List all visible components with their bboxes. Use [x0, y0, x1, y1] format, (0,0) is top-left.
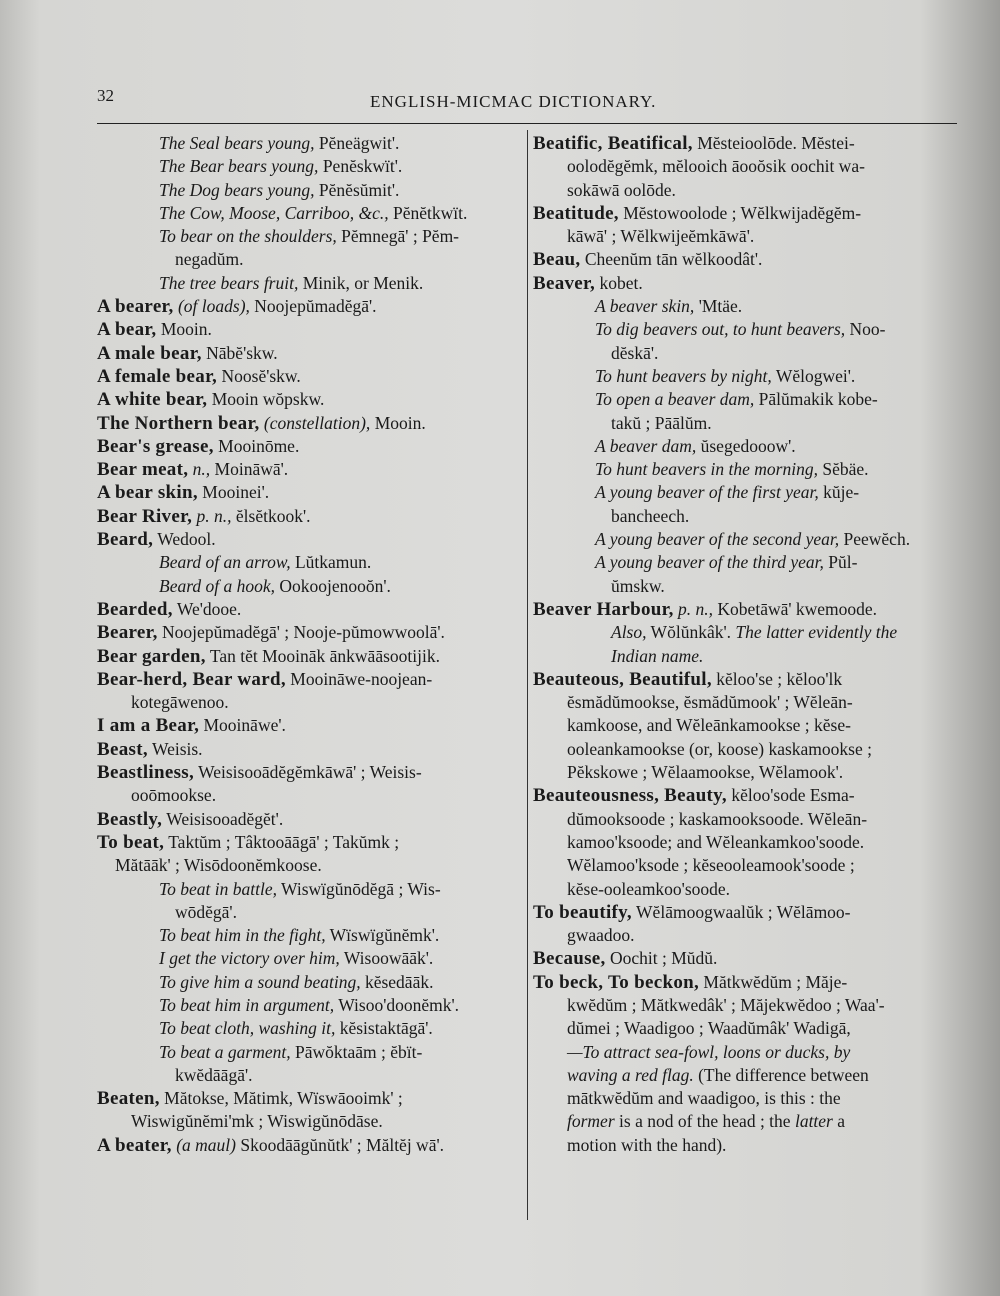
entry-line [533, 551, 965, 574]
italic-gloss: (constellation), [259, 412, 371, 433]
italic-gloss: To open a beaver dam, [595, 389, 755, 410]
micmac-text: Mătāāk' ; Wisōdoonĕmkoose. [115, 855, 322, 876]
micmac-text: Weisisooādĕgĕmkāwā' ; Weisis- [194, 762, 422, 783]
headword: Beastly, [97, 808, 163, 830]
micmac-text: a [832, 1111, 846, 1132]
micmac-text: motion with the hand). [567, 1134, 727, 1155]
entry-line [97, 481, 517, 504]
header-rule [97, 123, 957, 124]
entry-line [533, 598, 965, 621]
italic-gloss: To hunt beavers by night, [595, 365, 772, 386]
micmac-text: Mĕstowoolode ; Wĕlkwijadĕgĕm- [618, 202, 862, 223]
italic-gloss: Beard of an arrow, [159, 552, 291, 573]
italic-gloss: p. n., [673, 598, 714, 619]
micmac-text: kamkoose, and Wĕleānkamookse ; kĕse- [567, 715, 851, 736]
micmac-text: Wiswigŭnĕmi'mk ; Wiswigŭnōdāse. [131, 1111, 383, 1132]
micmac-text: Lŭtkamun. [290, 552, 372, 573]
entry-line [97, 202, 517, 225]
entry-line [533, 831, 965, 854]
micmac-text: Pŭl- [823, 552, 858, 573]
micmac-text: Peewĕch. [839, 529, 911, 550]
micmac-text: We'dooe. [172, 598, 242, 619]
entry-line [97, 155, 517, 178]
entry-line [97, 505, 517, 528]
entry-line [533, 761, 965, 784]
italic-gloss: (a maul) [171, 1134, 236, 1155]
entry-line [97, 878, 517, 901]
micmac-text: Sĕbäe. [817, 459, 869, 480]
entry-line [97, 761, 517, 784]
headword: Beauteous, Beautiful, [533, 668, 712, 690]
entry-line [97, 808, 517, 831]
italic-gloss: p. n., [192, 505, 232, 526]
entry-line [533, 528, 965, 551]
entry-line [97, 365, 517, 388]
micmac-text: kŭje- [818, 482, 860, 503]
micmac-text: Pāwŏktaām ; ĕbït- [290, 1041, 423, 1062]
headword: A bear, [97, 319, 157, 341]
entry-line [97, 1041, 517, 1064]
entry-line [97, 1110, 517, 1133]
headword: A bearer, [97, 296, 174, 318]
micmac-text: kāwā' ; Wĕlkwijeĕmkāwā'. [567, 226, 755, 247]
micmac-text: kamoo'ksoode; and Wĕleankamkoo'soode. [567, 831, 865, 852]
micmac-text: Pĕnĕsŭmit'. [314, 179, 400, 200]
micmac-text: dĕskā'. [611, 342, 659, 363]
headword: Bearded, [97, 598, 173, 620]
italic-gloss: The Seal bears young, [159, 133, 315, 153]
column-divider [527, 130, 528, 1220]
italic-gloss: The latter evidently the [730, 622, 898, 643]
micmac-text: Oochit ; Mŭdŭ. [605, 948, 718, 969]
entry-line [97, 994, 517, 1017]
micmac-text: Tan tĕt Mooināk ānkwāāsootijik. [205, 645, 440, 666]
entry-line [97, 831, 517, 854]
italic-gloss: To beat a garment, [159, 1041, 291, 1062]
italic-gloss: To beat cloth, washing it, [159, 1018, 336, 1039]
entry-line [533, 318, 965, 341]
entry-line [533, 1017, 965, 1040]
italic-gloss: Beard of a hook, [159, 575, 275, 596]
headword: To beck, To beckon, [533, 971, 700, 993]
italic-gloss: I get the victory over him, [159, 948, 340, 969]
italic-gloss: The Bear bears young, [159, 156, 319, 177]
entry-line [97, 738, 517, 761]
page-number: 32 [97, 86, 114, 105]
italic-gloss: —To attract sea-fowl, loons or ducks, by [567, 1041, 851, 1062]
entry-line [533, 248, 965, 271]
headword: The Northern bear, [97, 412, 260, 434]
micmac-text: Nābĕ'skw. [201, 342, 278, 363]
italic-gloss: To beat in battle, [159, 878, 277, 899]
entry-line [533, 878, 965, 901]
micmac-text: ĕsmădŭmookse, ĕsmădŭmook' ; Wĕleān- [567, 692, 853, 713]
micmac-text: oolodĕgĕmk, mĕlooich āooŏsik oochit wa- [567, 156, 865, 177]
micmac-text: Moināwā'. [210, 459, 289, 480]
italic-gloss: former [567, 1111, 615, 1132]
running-title: ENGLISH-MICMAC DICTIONARY. [370, 92, 657, 111]
micmac-text: Kobetāwā' kwemoode. [713, 598, 878, 619]
italic-gloss: To give him a sound beating, [159, 971, 361, 992]
entry-line [97, 248, 517, 271]
micmac-text: bancheech. [611, 505, 690, 526]
entry-line [97, 179, 517, 202]
micmac-text: sokāwā oolōde. [567, 179, 676, 200]
headword: A female bear, [97, 365, 218, 387]
italic-gloss: To hunt beavers in the morning, [595, 459, 818, 480]
entry-line [533, 225, 965, 248]
entry-line [533, 202, 965, 225]
italic-gloss: A young beaver of the first year, [595, 482, 819, 503]
entry-line [97, 901, 517, 924]
headword: Bear's grease, [97, 435, 214, 457]
headword: A bear skin, [97, 482, 198, 504]
headword: Beaver, [533, 272, 596, 294]
micmac-text: ŭmskw. [611, 575, 665, 596]
micmac-text: Wisoowāāk'. [339, 948, 434, 969]
headword: To beautify, [533, 901, 632, 923]
entry-line [97, 714, 517, 737]
micmac-text: Wiswïgŭnōdĕgā ; Wis- [276, 878, 441, 899]
micmac-text: Mooin. [156, 319, 212, 340]
micmac-text: Mooinōme. [213, 435, 300, 456]
entry-line [533, 668, 965, 691]
micmac-text: kwĕdŭm ; Mătkwedâk' ; Măjekwĕdoo ; Waa'- [567, 994, 885, 1015]
entry-line [97, 854, 517, 877]
micmac-text: (The difference between [693, 1064, 869, 1085]
micmac-text: Pĕnĕtkwït. [388, 202, 468, 223]
entry-line [97, 691, 517, 714]
headword: Bear-herd, Bear ward, [97, 668, 286, 690]
left-column [97, 132, 517, 1157]
micmac-text: Wĕlāmoogwaalŭk ; Wĕlāmoo- [631, 901, 851, 922]
entry-line [97, 342, 517, 365]
entry-line [97, 388, 517, 411]
entry-line [97, 1017, 517, 1040]
entry-line [97, 575, 517, 598]
entry-line [533, 971, 965, 994]
italic-gloss: A beaver dam, [595, 435, 697, 456]
entry-line [533, 854, 965, 877]
micmac-text: is a nod of the head ; the [614, 1111, 795, 1132]
italic-gloss: n., [188, 459, 211, 480]
entry-line [97, 295, 517, 318]
entry-line [533, 365, 965, 388]
headword: Beatitude, [533, 202, 619, 224]
entry-line [97, 528, 517, 551]
entry-line [97, 318, 517, 341]
entry-line [533, 412, 965, 435]
entry-line [97, 272, 517, 295]
italic-gloss: To dig beavers out, to hunt beavers, [595, 319, 846, 340]
entry-line [97, 924, 517, 947]
italic-gloss: Also, [611, 622, 647, 643]
entry-line [533, 924, 965, 947]
italic-gloss: The Dog bears young, [159, 179, 315, 200]
micmac-text: Pĕmnegā' ; Pĕm- [336, 226, 460, 247]
entry-line [97, 132, 517, 155]
entry-line [97, 645, 517, 668]
micmac-text: wōdĕgā'. [175, 901, 237, 922]
entry-line [533, 994, 965, 1017]
micmac-text: Pālŭmakik kobe- [754, 389, 878, 410]
entry-line [97, 1134, 517, 1157]
micmac-text: Noojepŭmadĕgā' ; Nooje-pŭmowwoolā'. [157, 622, 445, 643]
headword: Beast, [97, 738, 148, 760]
micmac-text: kobet. [595, 272, 643, 293]
micmac-text: kwĕdāāgā'. [175, 1064, 253, 1085]
micmac-text: ooōmookse. [131, 785, 217, 806]
entry-line [97, 225, 517, 248]
entry-line [533, 784, 965, 807]
micmac-text: Mătokse, Mătimk, Wïswāooimk' ; [159, 1088, 403, 1109]
headword: Beau, [533, 249, 581, 271]
entry-line [533, 645, 965, 668]
entry-line [533, 1087, 965, 1110]
italic-gloss: To bear on the shoulders, [159, 226, 337, 247]
micmac-text: Mĕsteioolōde. Mĕstei- [692, 133, 855, 153]
headword: Beard, [97, 529, 154, 551]
entry-line [533, 179, 965, 202]
micmac-text: Mooināwe'. [199, 715, 286, 736]
entry-line [533, 621, 965, 644]
headword: A male bear, [97, 342, 202, 364]
micmac-text: Wĕlamoo'ksode ; kĕseooleamook'soode ; [567, 855, 855, 876]
entry-line [97, 412, 517, 435]
micmac-text: 'Mtäe. [694, 296, 743, 317]
micmac-text: mātkwĕdŭm and waadigoo, is this : the [567, 1088, 841, 1109]
micmac-text: Mooin. [370, 412, 426, 433]
micmac-text: Penĕskwït'. [318, 156, 403, 177]
micmac-text: Wedool. [153, 529, 216, 550]
headword: Beauteousness, Beauty, [533, 785, 727, 807]
italic-gloss: (of loads), [173, 296, 250, 317]
micmac-text: Pĕneägwit'. [314, 133, 400, 153]
italic-gloss: To beat him in the fight, [159, 925, 326, 946]
micmac-text: ooleankamookse (or, koose) kaskamookse ; [567, 738, 872, 759]
headword: Beatific, Beatifical, [533, 133, 693, 154]
headword: A beater, [97, 1134, 172, 1156]
italic-gloss: waving a red flag. [567, 1064, 694, 1085]
micmac-text: dŭmooksoode ; kaskamooksoode. Wĕleān- [567, 808, 868, 829]
micmac-text: Wïswïgŭnĕmk'. [325, 925, 440, 946]
headword: Beaver Harbour, [533, 598, 674, 620]
headword: Beastliness, [97, 762, 195, 784]
headword: Bearer, [97, 622, 158, 644]
micmac-text: dŭmei ; Waadigoo ; Waadŭmâk' Wadigā, [567, 1018, 851, 1039]
entry-line [533, 691, 965, 714]
entry-line [533, 1110, 965, 1133]
micmac-text: Noo- [845, 319, 886, 340]
micmac-text: gwaadoo. [567, 925, 635, 946]
micmac-text: kĕsedāāk. [360, 971, 434, 992]
micmac-text: Skoodāāgŭnŭtk' ; Măltĕj wā'. [235, 1134, 444, 1155]
micmac-text: Taktŭm ; Tâktooāāgā' ; Takŭmk ; [164, 831, 400, 852]
right-column [533, 132, 965, 1157]
micmac-text: kotegāwenoo. [131, 692, 229, 713]
micmac-text: Weisis. [147, 738, 203, 759]
micmac-text: Weisisooadĕgĕt'. [162, 808, 284, 829]
entry-line [533, 1064, 965, 1087]
entry-line [533, 1041, 965, 1064]
entry-line [533, 947, 965, 970]
entry-line [533, 435, 965, 458]
micmac-text: Wisoo'doonĕmk'. [334, 994, 460, 1015]
entry-line [97, 621, 517, 644]
entry-line [533, 132, 965, 155]
micmac-text: Ookoojenooŏn'. [275, 575, 391, 596]
micmac-text: Mătkwĕdŭm ; Măje- [699, 971, 848, 992]
entry-line [97, 435, 517, 458]
micmac-text: Wĕlogwei'. [771, 365, 856, 386]
micmac-text: Noojepŭmadĕgā'. [249, 296, 377, 317]
entry-line [533, 714, 965, 737]
micmac-text: kĕsistaktāgā'. [335, 1018, 433, 1039]
entry-line [97, 551, 517, 574]
entry-line [97, 947, 517, 970]
italic-gloss: A young beaver of the third year, [595, 552, 824, 573]
entry-line [533, 901, 965, 924]
entry-line [533, 342, 965, 365]
entry-line [97, 971, 517, 994]
entry-line [533, 575, 965, 598]
micmac-text: takŭ ; Pāālŭm. [611, 412, 712, 433]
headword: Bear meat, [97, 459, 189, 481]
entry-line [533, 738, 965, 761]
micmac-text: ŭsegedooow'. [696, 435, 796, 456]
headword: A white bear, [97, 389, 208, 411]
entry-line [97, 1064, 517, 1087]
entry-line [97, 598, 517, 621]
headword: Bear River, [97, 505, 193, 527]
entry-line [533, 388, 965, 411]
entry-line [533, 272, 965, 295]
headword: I am a Bear, [97, 715, 200, 737]
italic-gloss: A beaver skin, [595, 296, 695, 317]
headword: Bear garden, [97, 645, 206, 667]
entry-line [97, 668, 517, 691]
micmac-text: Mooinei'. [197, 482, 270, 503]
micmac-text: negadŭm. [175, 249, 244, 270]
entry-line [533, 481, 965, 504]
headword: Beaten, [97, 1088, 160, 1110]
entry-line [533, 1134, 965, 1157]
micmac-text: Mooin wŏpskw. [207, 389, 325, 410]
italic-gloss: A young beaver of the second year, [595, 529, 840, 550]
micmac-text: Minik, or Menik. [298, 272, 424, 293]
entry-line [533, 155, 965, 178]
italic-gloss: The tree bears fruit, [159, 272, 299, 293]
italic-gloss: The Cow, Moose, Carriboo, &c., [159, 202, 389, 223]
entry-line [533, 458, 965, 481]
micmac-text: Mooināwe-noojean- [285, 668, 433, 689]
entry-line [97, 1087, 517, 1110]
entry-line [533, 808, 965, 831]
italic-gloss: latter [794, 1111, 833, 1132]
headword: To beat, [97, 831, 165, 853]
micmac-text: kĕse-ooleamkoo'soode. [567, 878, 731, 899]
micmac-text: kĕloo'se ; kĕloo'lk [711, 668, 843, 689]
entry-line [97, 458, 517, 481]
micmac-text: ĕlsĕtkook'. [231, 505, 311, 526]
micmac-text: Pĕkskowe ; Wĕlaamookse, Wĕlamook'. [567, 762, 844, 783]
entry-line [533, 505, 965, 528]
italic-gloss: To beat him in argument, [159, 994, 335, 1015]
micmac-text: kĕloo'sode Esma- [726, 785, 855, 806]
headword: Because, [533, 948, 606, 970]
entry-line [533, 295, 965, 318]
micmac-text: Noosĕ'skw. [217, 365, 301, 386]
italic-gloss: Indian name. [611, 645, 704, 666]
micmac-text: Cheenŭm tān wĕlkoodât'. [580, 249, 763, 270]
micmac-text: Wŏlŭnkâk'. [646, 622, 731, 643]
entry-line [97, 784, 517, 807]
